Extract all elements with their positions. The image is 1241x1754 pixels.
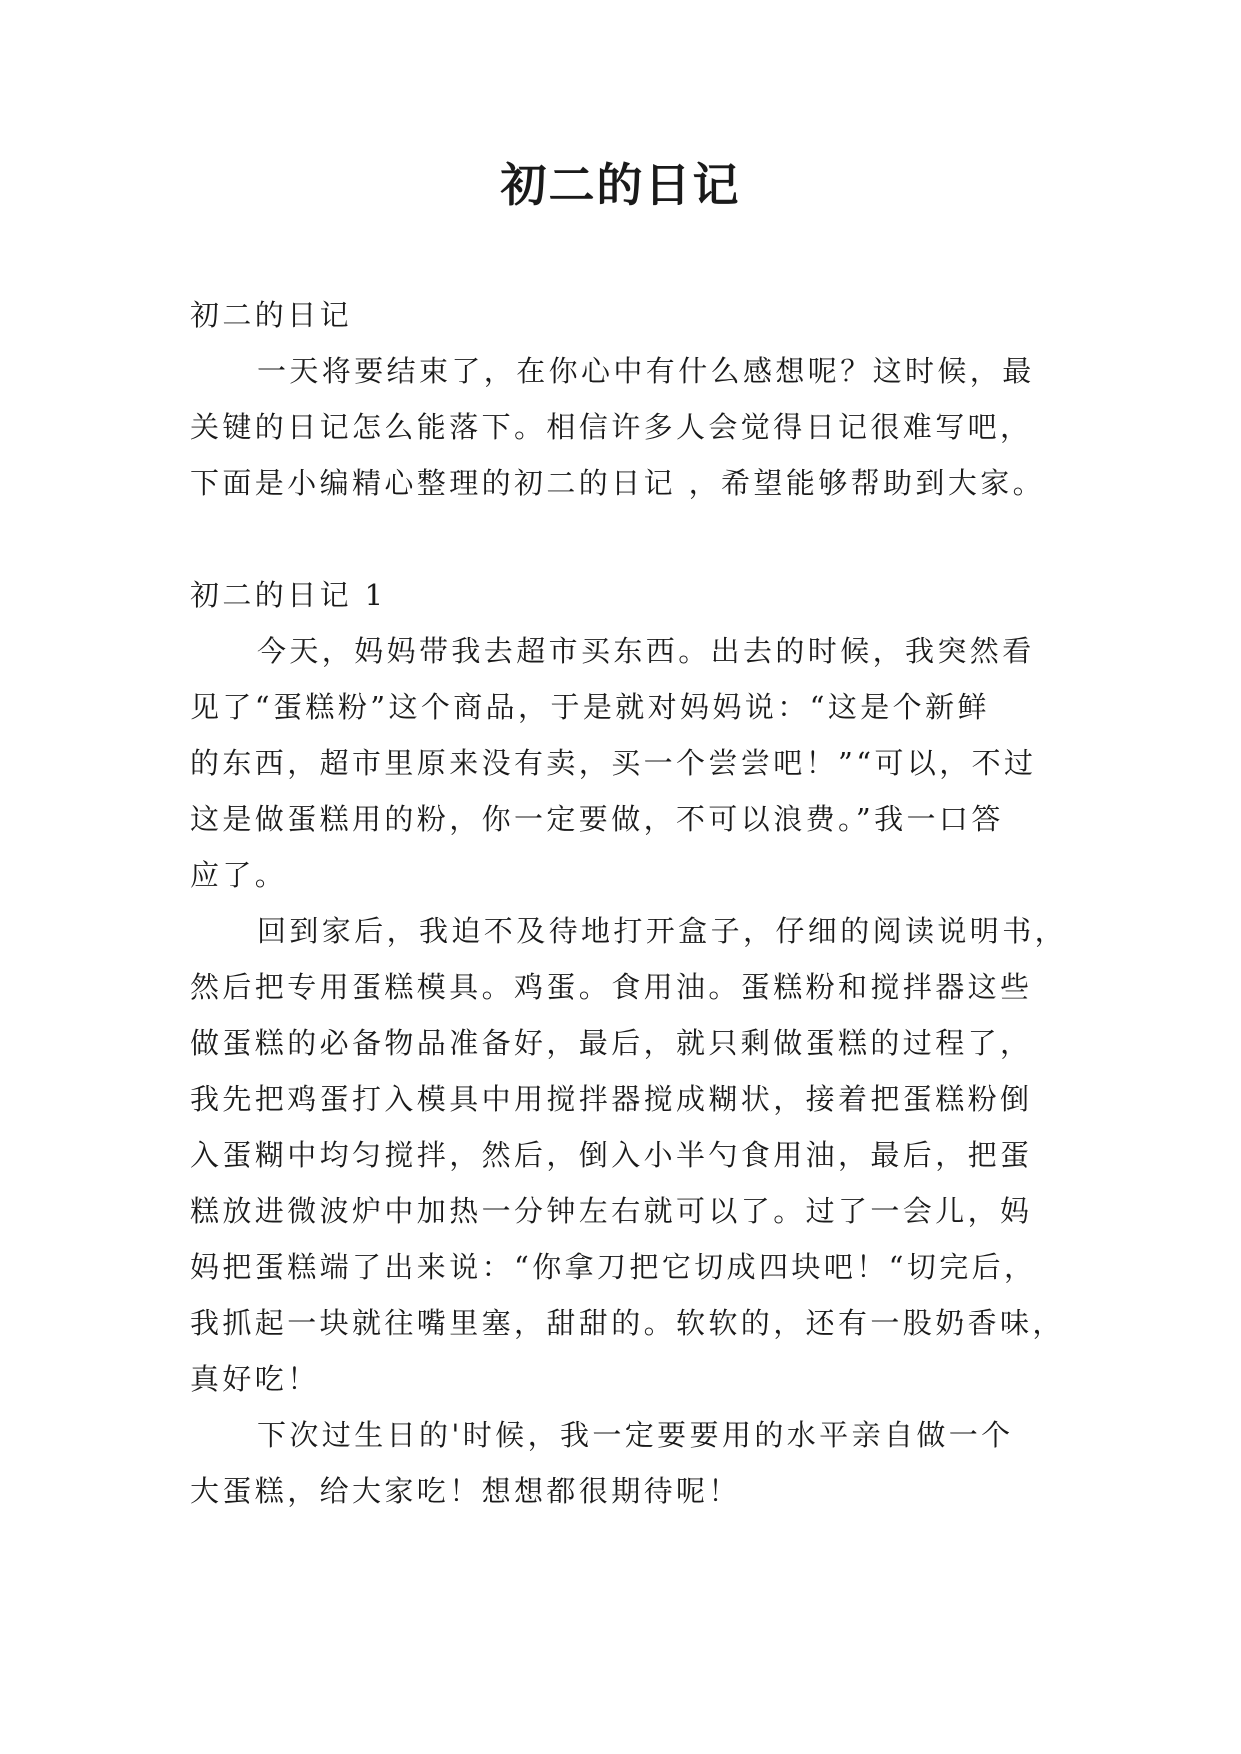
- paragraph-line: 做蛋糕的必备物品准备好，最后，就只剩做蛋糕的过程了，: [190, 1026, 1033, 1060]
- paragraph-line: 今天，妈妈带我去超市买东西。出去的时候，我突然看: [257, 634, 1035, 668]
- paragraph-line: 见了“蛋糕粉”这个商品，于是就对妈妈说：“这是个新鲜: [190, 690, 990, 724]
- paragraph-line: 应了。: [190, 858, 288, 892]
- paragraph-spacer: [190, 511, 1070, 567]
- paragraph-1: [190, 623, 1070, 903]
- document-title: 初二的日记: [500, 158, 741, 212]
- intro-line: 关键的日记怎么能落下。相信许多人会觉得日记很难写吧，: [190, 410, 1033, 444]
- intro-heading: 初二的日记: [190, 298, 353, 332]
- paragraph-line: 这是做蛋糕用的粉，你一定要做，不可以浪费。”我一口答: [190, 802, 1004, 836]
- paragraph-line: 糕放进微波炉中加热一分钟左右就可以了。过了一会儿，妈: [190, 1194, 1033, 1228]
- paragraph-line: 然后把专用蛋糕模具。鸡蛋。食用油。蛋糕粉和搅拌器这些: [190, 970, 1033, 1004]
- paragraph-line: 我先把鸡蛋打入模具中用搅拌器搅成糊状，接着把蛋糕粉倒: [190, 1082, 1033, 1116]
- paragraph-2: [190, 903, 1070, 1407]
- paragraph-line: 我抓起一块就往嘴里塞，甜甜的。软软的，还有一股奶香味，: [190, 1306, 1065, 1340]
- intro-line: 一天将要结束了，在你心中有什么感想呢？这时候，最: [257, 354, 1035, 388]
- document-body: [190, 287, 1070, 1519]
- intro-line: 下面是小编精心整理的初二的日记 ，希望能够帮助到大家。: [190, 466, 1046, 500]
- section-heading: 初二的日记 1: [190, 578, 387, 612]
- paragraph-line: 下次过生日的'时候，我一定要要用的水平亲自做一个: [257, 1418, 1014, 1452]
- paragraph-line: 回到家后，我迫不及待地打开盒子，仔细的阅读说明书，: [257, 914, 1068, 948]
- intro-paragraph: [190, 343, 1070, 511]
- paragraph-line: 的东西，超市里原来没有卖，买一个尝尝吧！”“可以，不过: [190, 746, 1037, 780]
- paragraph-3: [190, 1407, 1070, 1519]
- paragraph-line: 入蛋糊中均匀搅拌，然后，倒入小半勺食用油，最后，把蛋: [190, 1138, 1033, 1172]
- paragraph-line: 真好吃！: [190, 1362, 320, 1396]
- paragraph-line: 大蛋糕，给大家吃！想想都很期待呢！: [190, 1474, 741, 1508]
- paragraph-line: 妈把蛋糕端了出来说：“你拿刀把它切成四块吧！“切完后，: [190, 1250, 1037, 1284]
